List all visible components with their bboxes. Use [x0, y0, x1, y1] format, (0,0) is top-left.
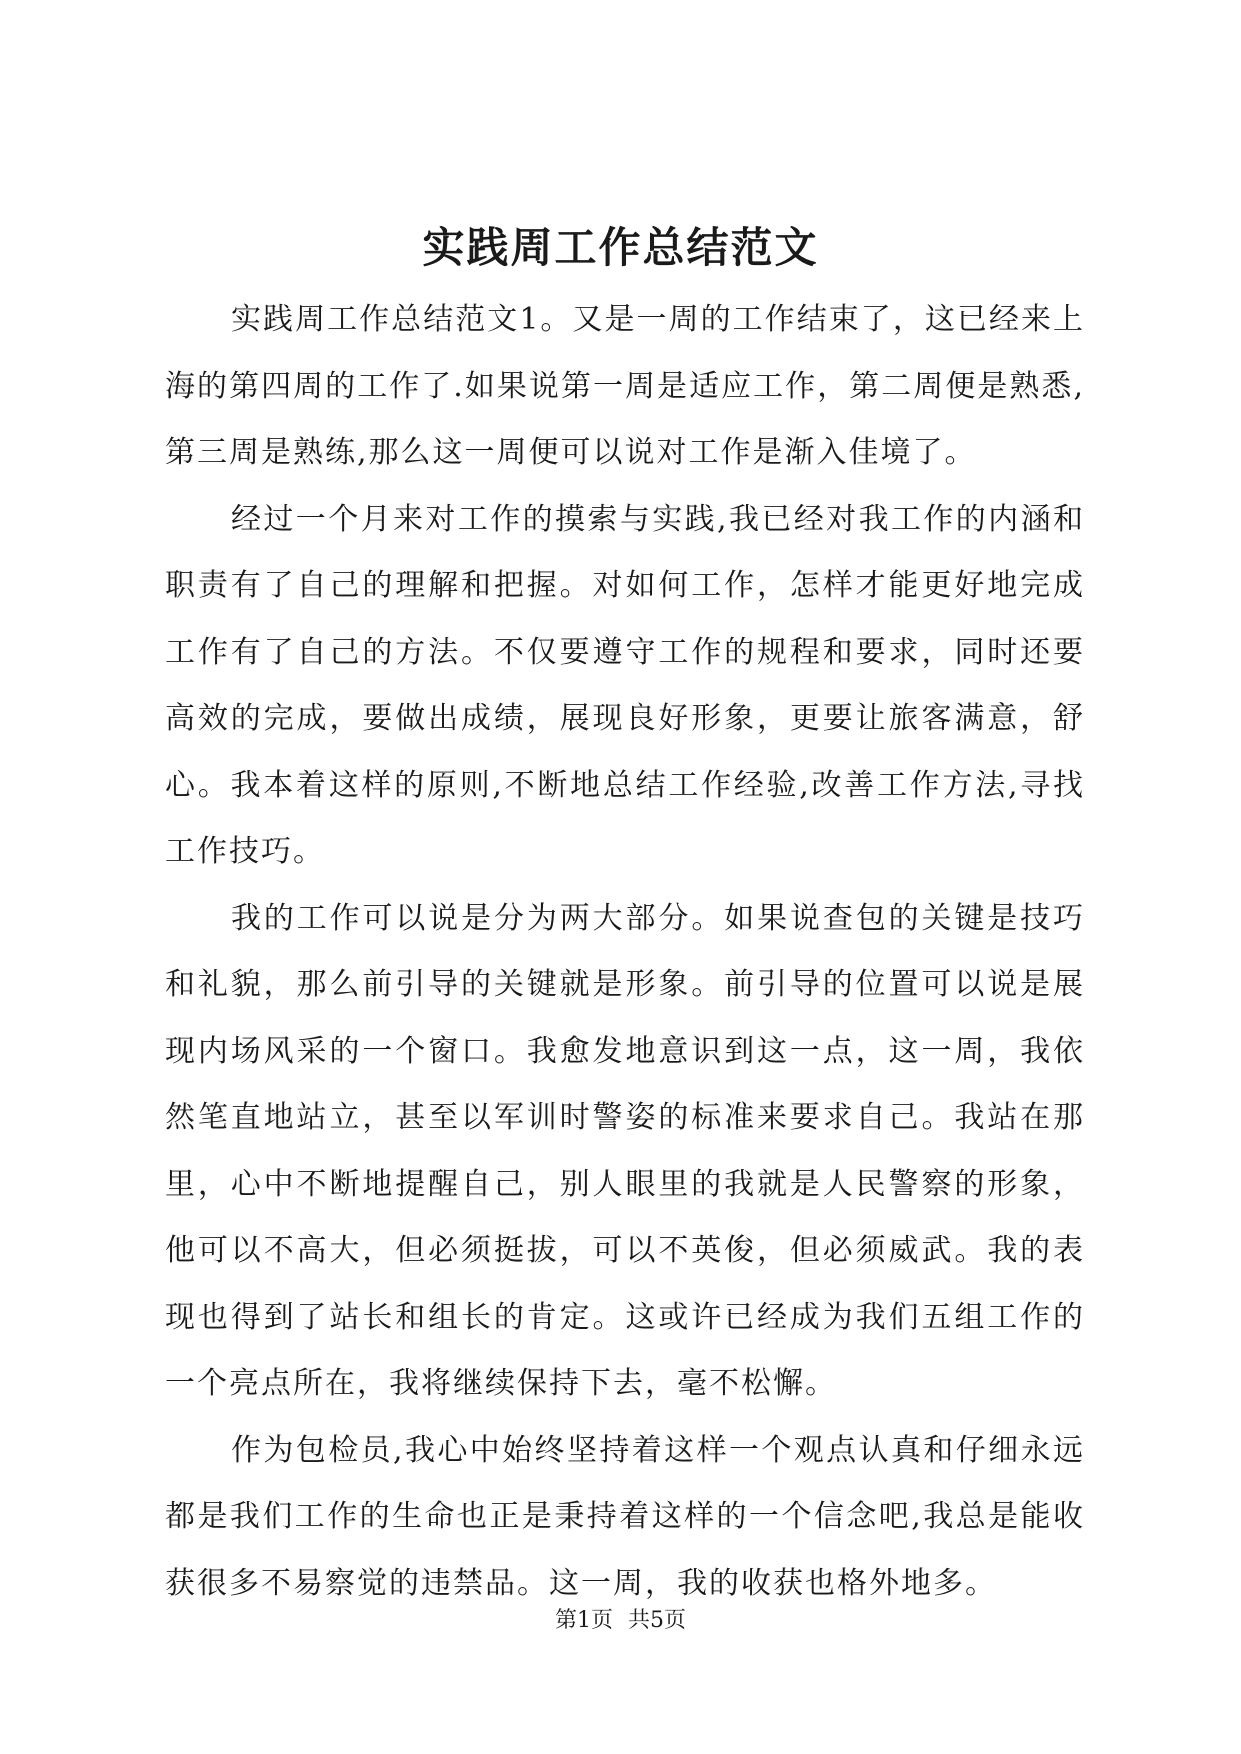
- page-number: 第1页: [555, 1608, 613, 1633]
- paragraph-4: 作为包检员,我心中始终坚持着这样一个观点认真和仔细永远都是我们工作的生命也正是秉持着这样的一个信念吧,我总是能收获很多不易察觉的违禁品。这一周，我的收获也格外地多。: [165, 1432, 1085, 1601]
- page-total: 共5页: [628, 1608, 686, 1633]
- paragraph-2: 经过一个月来对工作的摸索与实践,我已经对我工作的内涵和职责有了自己的理解和把握。对如何工作，怎样才能更好地完成工作有了自己的方法。不仅要遵守工作的规程和要求，同时还要高效的完成，要做出成绩，展现良好形象，更要让旅客满意，舒心。我本着这样的原则,不断地总结工作经验,改善工作方法,寻找工作技巧。: [165, 501, 1085, 869]
- paragraph-1: 实践周工作总结范文1。又是一周的工作结束了，这已经来上海的第四周的工作了.如果说第一周是适应工作，第二周便是熟悉,第三周是熟练,那么这一周便可以说对工作是渐入佳境了。: [165, 302, 1085, 470]
- document-body: [165, 287, 1085, 1617]
- paragraph-3: 我的工作可以说是分为两大部分。如果说查包的关键是技巧和礼貌，那么前引导的关键就是形象。前引导的位置可以说是展现内场风采的一个窗口。我愈发地意识到这一点，这一周，我依然笔直地站立，甚至以军训时警姿的标准来要求自己。我站在那里，心中不断地提醒自己，别人眼里的我就是人民警察的形象，他可以不高大，但必须挺拔，可以不英俊，但必须威武。我的表现也得到了站长和组长的肯定。这或许已经成为我们五组工作的一个亮点所在，我将继续保持下去，毫不松懈。: [165, 900, 1085, 1401]
- document-title: 实践周工作总结范文: [422, 223, 819, 272]
- page-footer: [0, 1606, 1241, 1636]
